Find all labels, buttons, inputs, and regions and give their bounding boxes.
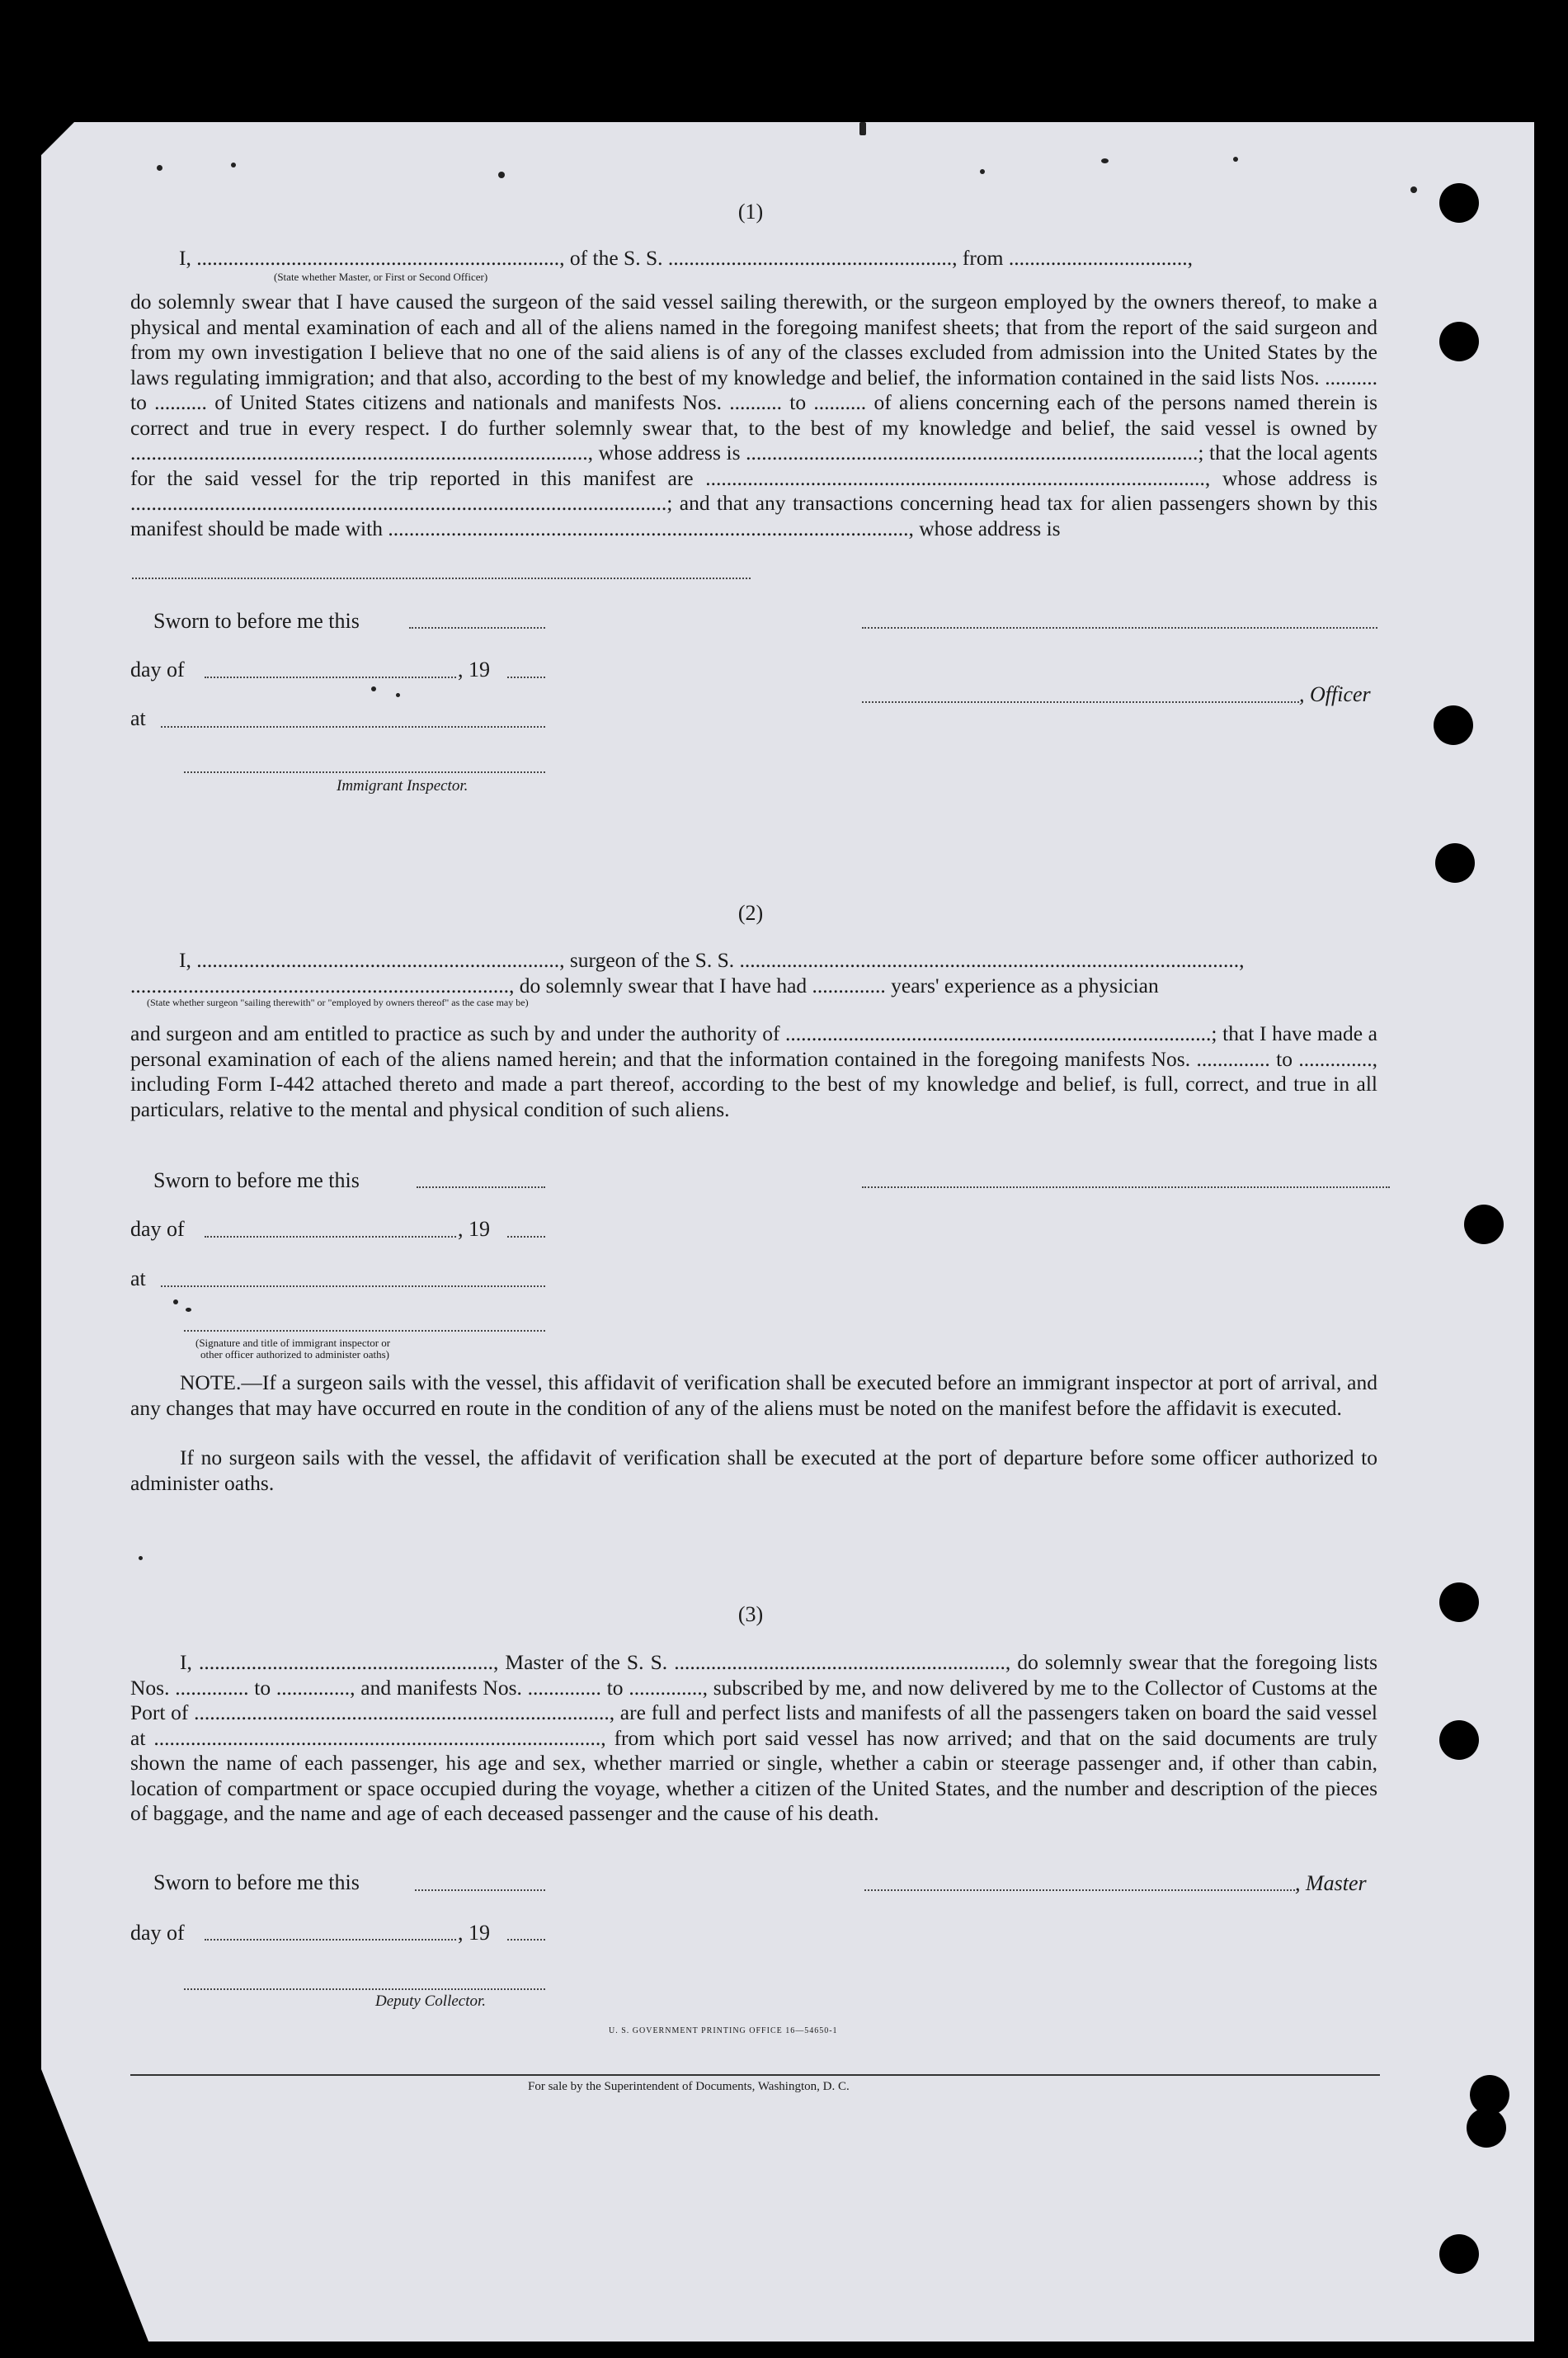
section-2-note: NOTE.—If a surgeon sails with the vessel, this affidavit of verification shall be executed before an immigrant inspector at port of arrival, and any changes that may have occurred en route in the condition of any of the aliens must be noted on the manifest before the affidavit is executed. xyxy=(130,1370,1377,1420)
printing-office-line: U. S. GOVERNMENT PRINTING OFFICE 16—54650-1 xyxy=(609,2026,838,2035)
binder-hole xyxy=(1435,843,1475,883)
section-2-oath-text: and surgeon and am entitled to practice as such by and under the authority of .................................................................................; that I have made a personal examination of each of the aliens named herein; and that the information contained in the foregoing manifests Nos. .............. to .............., including Form I-442 attached thereto and made a part thereof, according to the best of my knowledge and belief, is full, correct, and true in all particulars, relative to the mental and physical condition of such aliens. xyxy=(130,1021,1377,1121)
section-2-sworn-label: Sworn to before me this xyxy=(153,1168,360,1192)
section-2-signature-note-2: other officer authorized to administer oaths) xyxy=(200,1348,389,1361)
section-1-officer-note: (State whether Master, or First or Second Officer) xyxy=(274,271,488,283)
section-3-oath-text: I, ........................................................, Master of the S. S. ..............................................................., do solemnly swear that the foregoing lists Nos. .............. to .............., and manifests Nos. .............. to .............., subscribed by me, and now delivered by me to the Collector of Customs at the Port of ..............................................................................., are full and perfect lists and manifests of all the passengers taken on board the said vessel at ....................................................................................., from which port said vessel has now arrived; and that on the said documents are truly shown the name of each passenger, his age and sex, whether married or single, whether a cabin or steerage passenger and, if other than cabin, location of compartment or space occupied during the voyage, whether a citizen of the United States, and the number and description of the pieces of baggage, and the name and age of each deceased passenger and the cause of his death. xyxy=(130,1650,1377,1825)
binder-hole xyxy=(1434,705,1473,745)
section-2-note-no-surgeon: If no surgeon sails with the vessel, the affidavit of verification shall be executed at the port of departure before some officer authorized to administer oaths. xyxy=(130,1445,1377,1495)
section-2-surgeon-note: (State whether surgeon "sailing therewith" or "employed by owners thereof" as the case may be) xyxy=(147,997,529,1008)
section-1-sworn-label: Sworn to before me this xyxy=(153,609,360,633)
section-3-day-label: day of xyxy=(130,1921,185,1945)
section-1-day-label: day of xyxy=(130,658,185,681)
sale-notice: For sale by the Superintendent of Documents, Washington, D. C. xyxy=(528,2080,850,2093)
section-1-oath-text: do solemnly swear that I have caused the surgeon of the said vessel sailing therewith, or the surgeon employed by the owners thereof, to make a physical and mental examination of each and all of the aliens named in the foregoing manifest sheets; that from the report of the said surgeon and from my own investigation I believe that no one of the said aliens is of any of the classes excluded from admission into the United States by the laws regulating immigration; and that also, according to the best of my knowledge and belief, the information contained in the said lists Nos. .......... to .......... of United States citizens and nationals and manifests Nos. .......... to .......... of aliens concerning each of the persons named therein is correct and true in every respect. I do further solemnly swear that, to the best of my knowledge and belief, the said vessel is owned by ......................................................................................., whose address is ......................................................................................; that the local agents for the said vessel for the trip reported in this manifest are ..............................................................................................., whose address is ......................................................................................................; and that any transactions concerning head tax for alien passengers shown by this manifest should be made with ..................................................................................................., whose address is xyxy=(130,290,1377,540)
section-1-officer-label: , Officer xyxy=(1299,682,1371,706)
section-3-collector-label: Deputy Collector. xyxy=(375,1993,487,2010)
section-1-number: (1) xyxy=(737,200,764,224)
binder-hole xyxy=(1439,1582,1479,1622)
section-3-sworn-label: Sworn to before me this xyxy=(153,1870,360,1894)
section-1-at-label: at xyxy=(130,706,146,730)
binder-hole xyxy=(1439,2234,1479,2274)
binder-hole xyxy=(1439,322,1479,361)
section-1-opening-line: I, ....................................................................., of the S. S. ......................................................, from .................................., xyxy=(179,246,1193,270)
section-1-year-label: , 19 xyxy=(458,658,490,681)
binder-hole xyxy=(1464,1205,1504,1244)
binder-hole xyxy=(1467,2108,1506,2148)
section-3-number: (3) xyxy=(737,1602,764,1626)
section-2-day-label: day of xyxy=(130,1217,185,1241)
section-2-number: (2) xyxy=(737,901,764,925)
section-3-year-label: , 19 xyxy=(458,1921,490,1945)
section-2-year-label: , 19 xyxy=(458,1217,490,1241)
binder-hole xyxy=(1439,1720,1479,1760)
section-2-experience-line: ........................................................................, do solemnly swear that I have had .............. years' experience as a physician xyxy=(130,974,1159,997)
section-2-opening-line: I, ....................................................................., surgeon of the S. S. ..............................................................................................., xyxy=(179,948,1245,972)
binder-hole xyxy=(1439,183,1479,223)
section-2-signature-note-1: (Signature and title of immigrant inspector or xyxy=(195,1337,391,1349)
section-2-at-label: at xyxy=(130,1266,146,1290)
section-3-master-label: , Master xyxy=(1295,1871,1367,1895)
section-1-inspector-label: Immigrant Inspector. xyxy=(337,777,469,795)
